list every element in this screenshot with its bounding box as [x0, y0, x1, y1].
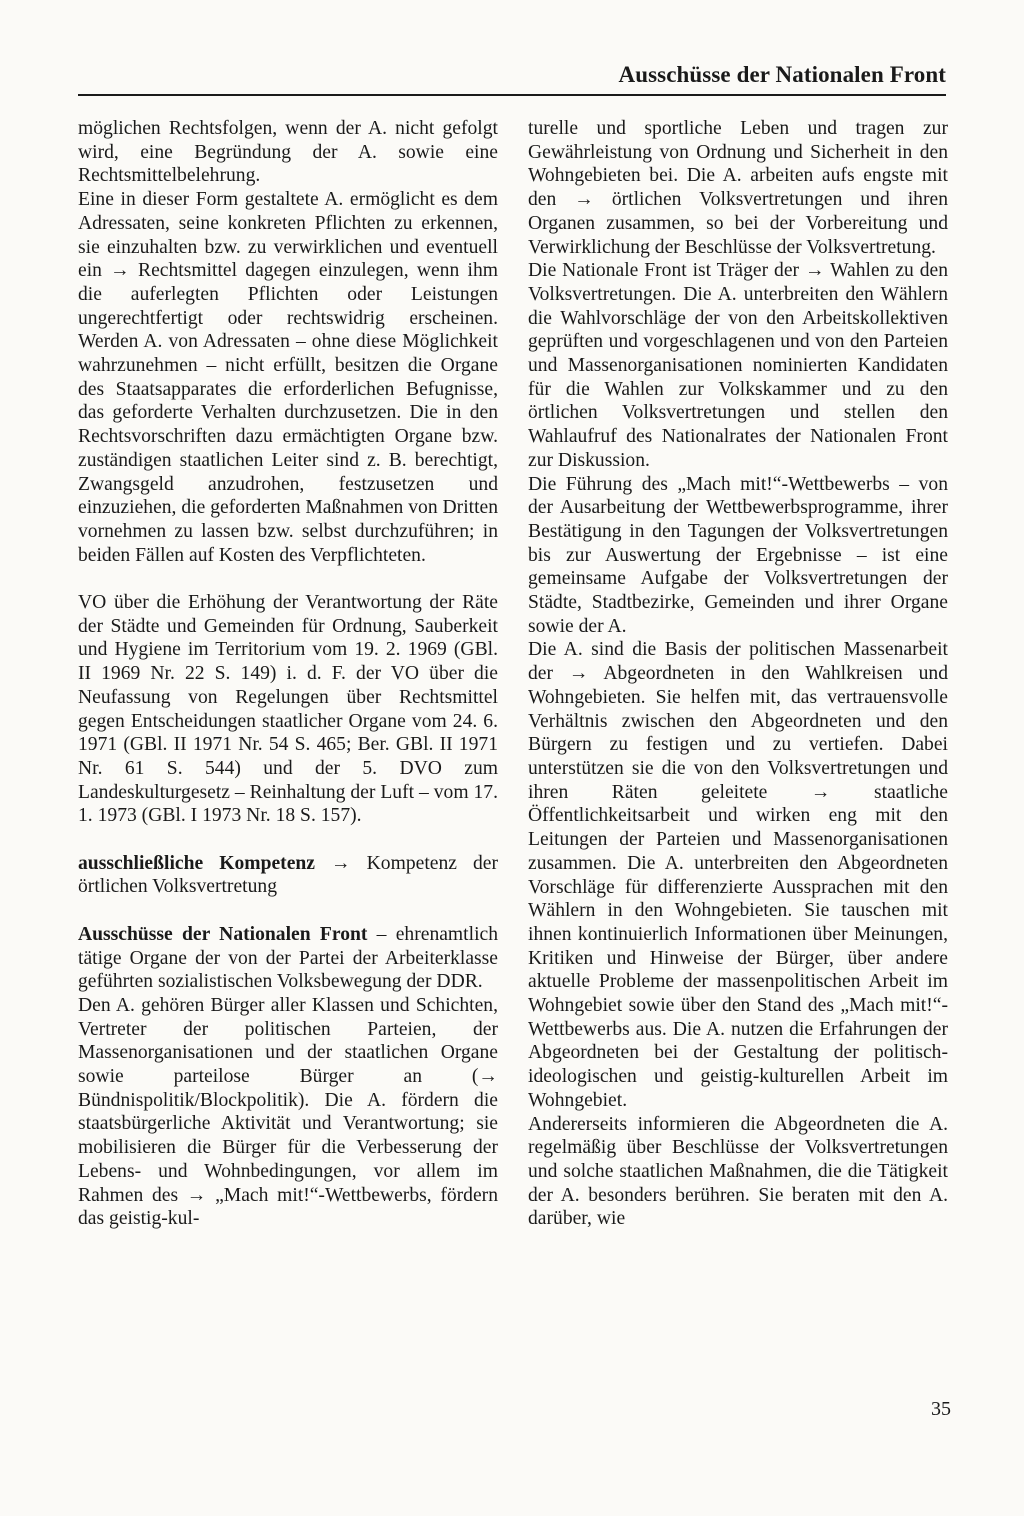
right-paragraph-1: turelle und sportliche Leben und tragen zur Gewährleistung von Ordnung und Sicherheit in den Wohngebieten bei. Die A. arbeiten aufs engste mit den → örtlichen Volksvertretungen und ihren Organen zusammen, so bei der Vorbereitung und Verwirklichung der Beschlüsse der Volksvertretung. — [528, 118, 948, 258]
left-column — [78, 117, 498, 1231]
right-paragraph-4: Die A. sind die Basis der politischen Massenarbeit der → Abgeordneten in den Wahlkreisen und Wohngebieten. Sie helfen mit, das vertrauensvolle Verhältnis zwischen den Abgeordneten und den Bürgern zu festigen und zu vertiefen. Dabei unterstützen sie die von den Volksvertretungen und ihren Räten geleitete → staatliche Öffentlichkeitsarbeit und wirken eng mit den Leitungen der Parteien und Massenorganisationen zusammen. Die A. unterbreiten den Abgeordneten Vorschläge für differenzierte Aussprachen mit den Wählern in den Wohngebieten. Sie tauschen mit ihnen kontinuierlich Informationen über Meinungen, Kritiken und Hinweise der Bürger, über andere aktuelle Probleme der massenpolitischen Arbeit im Wohngebiet sowie über den Stand des „Mach mit!“-Wettbewerbs aus. Die A. nutzen die Erfahrungen der Abgeordneten bei der Gestaltung der politisch-ideologischen und geistig-kulturellen Arbeit im Wohngebiet. — [528, 639, 948, 1111]
entry-ausschliessliche-kompetenz — [78, 852, 498, 899]
right-paragraph-3: Die Führung des „Mach mit!“-Wettbewerbs – von der Ausarbeitung der Wettbewerbsprogramme, ihrer Bestätigung in den Tagungen der Volksvertretungen bis zur Auswertung der Ergebnisse – ist eine gemeinsame Aufgabe der Volksvertretungen der Städte, Stadtbezirke, Gemeinden und ihrer Organe sowie der A. — [528, 473, 948, 637]
running-header-title: Ausschüsse der Nationalen Front — [618, 62, 946, 87]
left-paragraph-1: möglichen Rechtsfolgen, wenn der A. nicht gefolgt wird, eine Begründung der A. sowie eine Rechtsmittelbelehrung. — [78, 118, 498, 187]
right-paragraph-2: Die Nationale Front ist Träger der → Wahlen zu den Volksvertretungen. Die A. unterbreiten den Wählern die Wahlvorschläge der von den Arbeitskollektiven geprüften und vorgeschlagenen und von den Parteien und Massenorganisationen nominierten Kandidaten für die Wahlen zur Volkskammer und zu den örtlichen Volksvertretungen und stellen den Wahlaufruf des Nationalrates der Nationalen Front zur Diskussion. — [528, 260, 948, 471]
entry-cross-reference: → Kompetenz der örtlichen Volksvertretung — [78, 852, 498, 898]
legal-reference-paragraph: VO über die Erhöhung der Verantwortung der Räte der Städte und Gemeinden für Ordnung, Sauberkeit und Hygiene im Territorium vom 19. 2. 1969 (GBl. II 1969 Nr. 22 S. 149) i. d. F. der VO über die Neufassung von Regelungen über Rechtsmittel gegen Entscheidungen staatlicher Organe vom 24. 6. 1971 (GBl. II 1971 Nr. 54 S. 465; Ber. GBl. II 1971 Nr. 61 S. 544) und der 5. DVO zum Landeskulturgesetz – Reinhaltung der Luft – vom 17. 1. 1973 (GBl. I 1973 Nr. 18 S. 157). — [78, 592, 498, 827]
entry-ausschuesse-nationale-front — [78, 923, 498, 994]
entry-term: ausschließliche Kompetenz — [78, 852, 315, 874]
entry-definition: – ehrenamtlich tätige Organe der von der Partei der Arbeiterklasse geführten sozialistischen Volksbewegung der DDR. — [78, 923, 499, 993]
entry-term: Ausschüsse der Nationalen Front — [78, 923, 368, 945]
running-header — [78, 60, 946, 96]
right-column — [528, 117, 948, 1231]
page-number: 35 — [931, 1398, 951, 1420]
right-paragraph-5: Andererseits informieren die Abgeordneten die A. regelmäßig über Beschlüsse der Volksvertretungen und solche staatlichen Maßnahmen, die die Tätigkeit der A. besonders berühren. Sie beraten mit den A. darüber, wie — [528, 1113, 948, 1230]
left-paragraph-2: Eine in dieser Form gestaltete A. ermöglicht es dem Adressaten, seine konkreten Pflichten zu erkennen, sie einzuhalten bzw. zu verwirklichen und eventuell ein → Rechtsmittel dagegen einzulegen, wenn ihm die auferlegten Pflichten oder Leistungen ungerechtfertigt oder rechtswidrig erscheinen. Werden A. von Adressaten – ohne diese Möglichkeit wahrzunehmen – nicht erfüllt, besitzen die Organe des Staatsapparates die erforderlichen Befugnisse, das geforderte Verhalten durchzusetzen. Die in den Rechtsvorschriften dazu ermächtigten Organe bzw. zuständigen staatlichen Leiter sind z. B. berechtigt, Zwangsgeld anzudrohen, festzusetzen und einzuziehen, die geforderten Maßnahmen von Dritten vornehmen zu lassen bzw. selbst durchzuführen; in beiden Fällen auf Kosten des Verpflichteten. — [78, 189, 499, 566]
left-paragraph-4: Den A. gehören Bürger aller Klassen und Schichten, Vertreter der politischen Parteien, der Massenorganisationen und der staatlichen Organe sowie parteilose Bürger an (→ Bündnispolitik/Blockpolitik). Die A. fördern die staatsbürgerliche Aktivität und Verantwortung; sie mobilisieren die Bürger für die Verbesserung der Lebens- und Wohnbedingungen, vor allem im Rahmen des → „Mach mit!“-Wettbewerbs, fördern das geistig-kul- — [78, 994, 498, 1230]
